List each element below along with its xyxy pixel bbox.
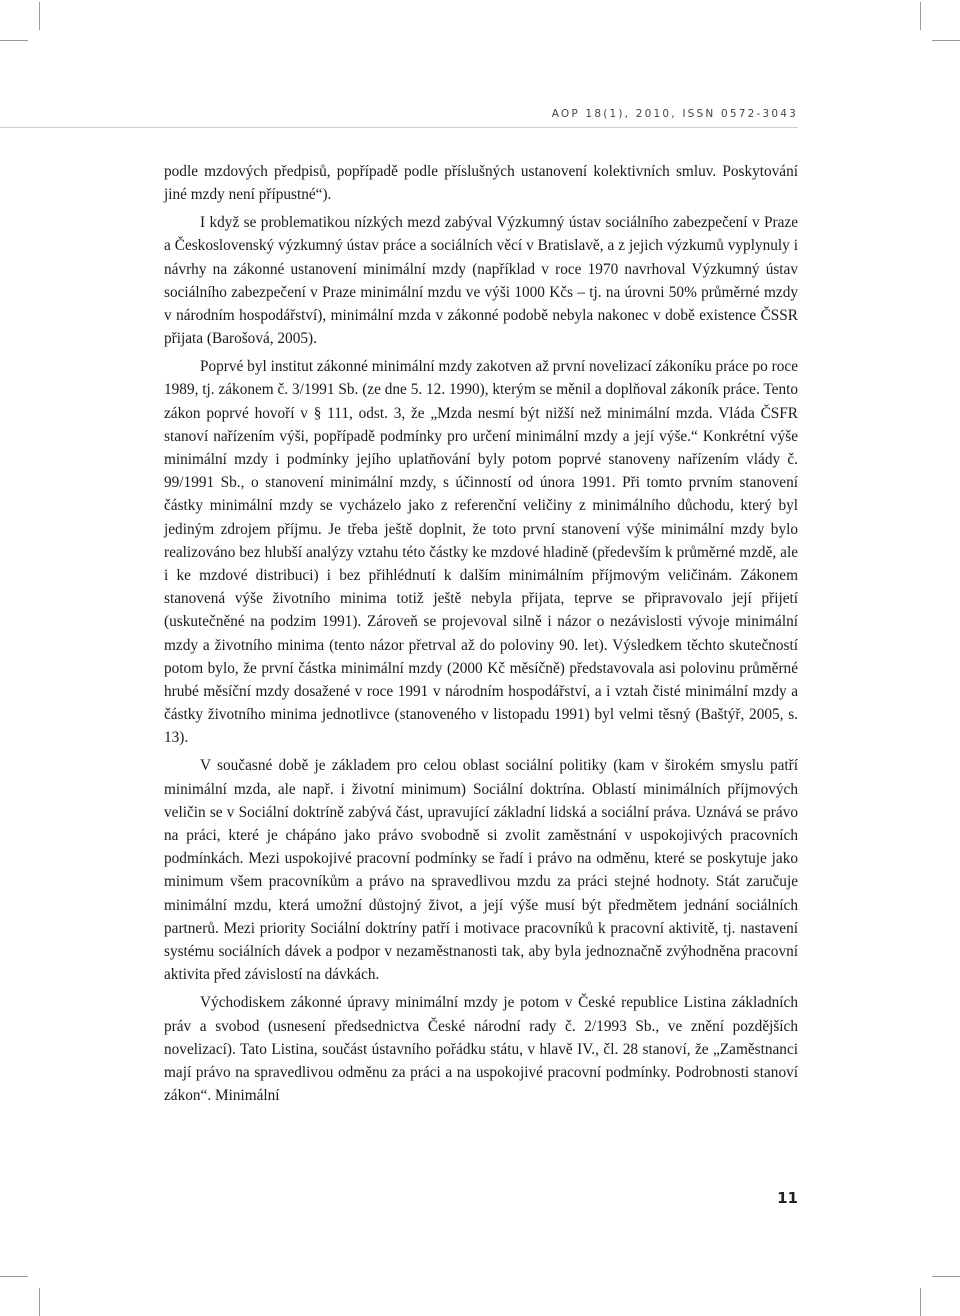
- paragraph: Východiskem zákonné úpravy minimální mzdy je potom v České republice Listina základních práv a svobod (usnesení předsednictva České národní rady č. 2/1993 Sb., ve znění pozdějších novelizací). Tato Listina, součást ústavního pořádku státu, v hlavě IV., čl. 28 stanoví, že „Zaměstnanci mají právo na spravedlivou odměnu za práci a na uspokojivé pracovní podmínky. Podrobnosti stanoví zákon“. Minimální: [164, 994, 798, 1105]
- page-number: 11: [777, 1189, 798, 1207]
- paragraph: Poprvé byl institut zákonné minimální mzdy zakotven až první novelizací zákoníku práce po roce 1989, tj. zákonem č. 3/1991 Sb. (ze dne 5. 12. 1990), kterým se měnil a doplňoval zákoník práce. Tento zákon poprvé hovoří v § 111, odst. 3, že „Mzda nesmí být nižší než minimální mzda. Vláda ČSFR stanoví nařízením výši, popřípadě podmínky pro určení minimální mzdy a její výše.“ Konkrétní výše minimální mzdy i podmínky jejího uplatňování byly potom poprvé stanoveny nařízením vlády č. 99/1991 Sb., o stanovení minimální mzdy, s účinností od února 1991. Při tomto prvním stanovení částky minimální mzdy se vycházelo jako z referenční veličiny z minimálního důchodu, který byl jediným zdrojem příjmu. Je třeba ještě doplnit, že toto první stanovení výše minimální mzdy bylo realizováno bez hlubší analýzy vztahu této částky ke mzdové hladině (především k průměrné mzdě, ale i ke mzdové distribuci) i bez přihlédnutí k dalším minimálním příjmovým veličinám. Zákonem stanovená výše životního minima totiž ještě nebyla přijata, teprve se připravovalo její přijetí (uskutečněné na podzim 1991). Zároveň se projevoval silně i názor o nezávislosti vývoje minimální mzdy a životního minima (tento názor přetrval až do poloviny 90. let). Výsledkem těchto skutečností potom bylo, že první částka minimální mzdy (2000 Kč měsíčně) představovala asi polovinu průměrné hrubé měsíční mzdy dosažené v roce 1991 v národním hospodářství, a i vztah čisté minimální mzdy a částky životního minima jednotlivce (stanoveného v listopadu 1991) byl velmi těsný (Baštýř, 2005, s. 13).: [164, 358, 798, 747]
- crop-mark-bottom-right: [920, 1288, 921, 1316]
- crop-mark-top-left-h: [0, 40, 28, 41]
- crop-mark-top-left: [39, 2, 40, 30]
- running-head: AOP 18(1), 2010, ISSN 0572-3043: [551, 108, 798, 120]
- paragraph: I když se problematikou nízkých mezd zabýval Výzkumný ústav sociálního zabezpečení v Praze a Československý výzkumný ústav práce a sociálních věcí v Bratislavě, a z jejich výzkumů vyplynuly i návrhy na zákonné ustanovení minimální mzdy (například v roce 1970 navrhoval Výzkumný ústav sociálního zabezpečení v Praze minimální mzdu ve výši 1000 Kčs – tj. na úrovni 50% průměrné mzdy v národním hospodářství), minimální mzda v zákonné podobě nebyla nakonec v době existence ČSSR přijata (Barošová, 2005).: [164, 214, 798, 348]
- paragraph-continued: podle mzdových předpisů, popřípadě podle příslušných ustanovení kolektivních smluv. Poskytování jiné mzdy není přípustné“).: [164, 163, 798, 204]
- crop-mark-bottom-left-h: [0, 1276, 28, 1277]
- crop-mark-bottom-right-h: [932, 1276, 960, 1277]
- crop-mark-bottom-left: [39, 1288, 40, 1316]
- crop-mark-top-right-h: [932, 40, 960, 41]
- paragraph: V současné době je základem pro celou oblast sociální politiky (kam v širokém smyslu patří minimální mzda, ale např. i životní minimum) Sociální doktrína. Oblastí minimálních příjmových veličin se v Sociální doktríně zabývá část, upravující základní lidská a sociální práva. Uznává se právo na práci, které je chápáno jako právo svobodně si zvolit zaměstnání v uspokojivých pracovních podmínkách. Mezi uspokojivé pracovní podmínky se řadí i právo na odměnu, které se poskytuje jako minimum všem pracovníkům a právo na spravedlivou mzdu za práci stejné hodnoty. Stát zaručuje minimální mzdu, která umožní důstojný život, a její výše musí být předmětem jednání sociálních partnerů. Mezi priority Sociální doktríny patří i motivace pracovníků k pracovní aktivitě, tj. nastavení systému sociálních dávek a podpor v nezaměstnanosti tak, aby byla jednoznačně zvýhodněna pracovní aktivita před závislostí na dávkách.: [164, 757, 798, 984]
- body-text: [164, 160, 798, 1112]
- crop-mark-top-right: [920, 2, 921, 30]
- header-rule: [0, 127, 798, 128]
